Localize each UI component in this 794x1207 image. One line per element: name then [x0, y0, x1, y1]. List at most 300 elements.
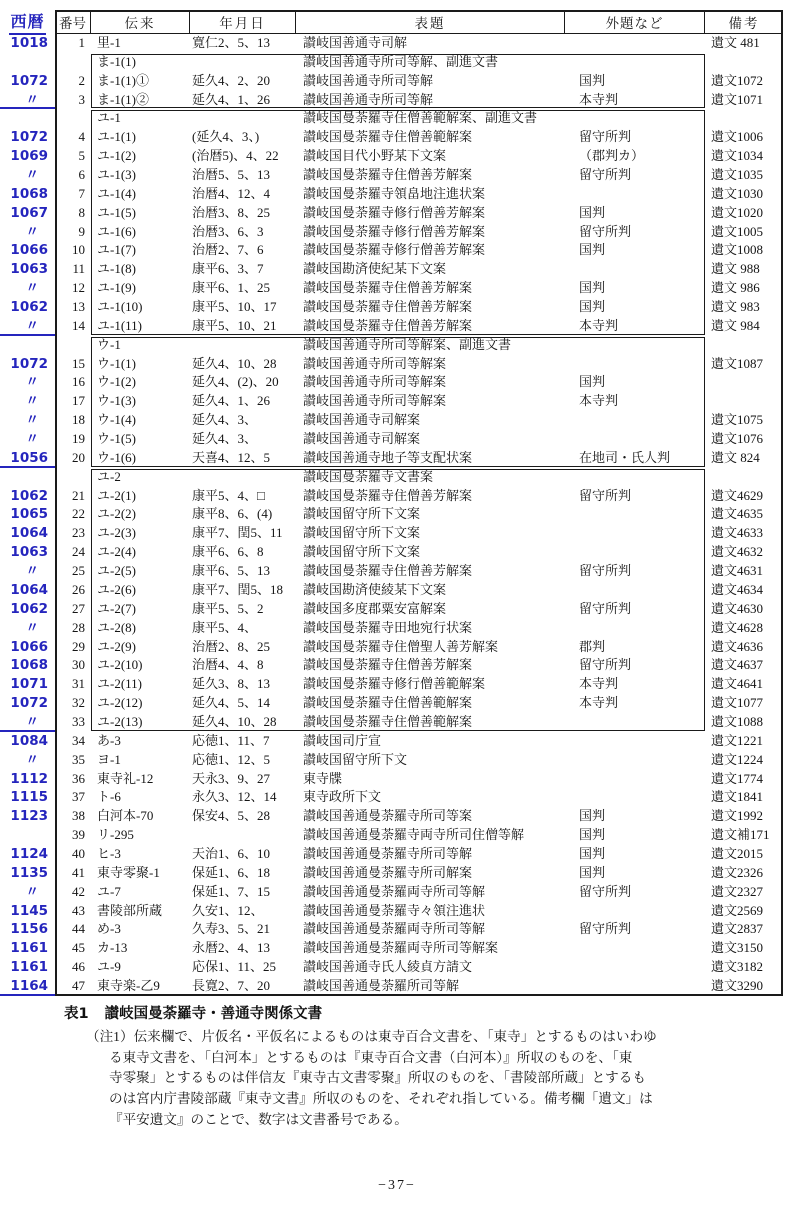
cell-year: 1161 [10, 959, 48, 976]
column-header-title: 表題 [296, 10, 565, 33]
cell-year: 1161 [10, 940, 48, 957]
column-header-number: 番号 [55, 10, 91, 33]
cell-gedai [565, 543, 705, 562]
table-row [0, 826, 794, 845]
cell-biko: 遺文1030 [711, 185, 764, 201]
table-row [0, 430, 794, 449]
table-row [0, 581, 794, 600]
table-row [0, 392, 794, 411]
cell-title: 讃岐国留守所下文 [303, 751, 408, 767]
cell-biko: 遺文1035 [711, 167, 764, 183]
table-row [0, 449, 794, 468]
cell-title: 讃岐国多度郡粟安富解案 [303, 600, 447, 616]
cell-date: 治暦3、6、3 [192, 223, 264, 239]
table-row [0, 241, 794, 260]
cell-biko: 遺文1005 [711, 223, 764, 239]
cell-year: 1066 [10, 242, 48, 259]
cell-date: 延久4、(2)、20 [192, 374, 279, 390]
cell-year: 1072 [10, 72, 48, 89]
cell-title: 讃岐国善通曼荼羅寺両寺所司住僧等解 [303, 827, 525, 843]
cell-denrai: 東寺楽-乙9 [97, 977, 160, 993]
column-header-biko: 備考 [728, 15, 760, 31]
cell-title: 讃岐国曼荼羅寺田地宛行状案 [303, 619, 473, 635]
cell-date: 延久4、5、14 [192, 695, 271, 711]
cell-title: 讃岐国曼荼羅寺住僧善芳解案 [303, 167, 473, 183]
cell-denrai: ユ-1(5) [97, 204, 136, 220]
cell-gedai: 本寺判 [579, 676, 619, 692]
cell-title: 讃岐国善通寺所司等解 [303, 72, 434, 88]
cell-year: 1124 [10, 845, 48, 862]
cell-denrai: ユ-2 [97, 468, 121, 484]
cell-title: 讃岐国善通曼荼羅両寺所司等解案 [303, 940, 499, 956]
cell-biko: 遺文1992 [711, 808, 764, 824]
cell-biko: 遺文4631 [711, 563, 764, 579]
cell-date: 延久3、8、13 [192, 676, 271, 692]
cell-no: 13 [72, 299, 85, 315]
cell-biko: 遺文 984 [711, 317, 760, 333]
cell-biko: 遺文2327 [711, 883, 764, 899]
cell-no [55, 336, 91, 355]
cell-biko: 遺文1075 [711, 412, 764, 428]
cell-biko: 遺文 824 [711, 449, 760, 465]
cell-denrai: ユ-2(6) [97, 581, 136, 597]
table-row [0, 638, 794, 657]
table-row [0, 223, 794, 242]
table-row [0, 260, 794, 279]
cell-year: 1156 [10, 921, 48, 938]
cell-gedai: 留守所判 [579, 883, 632, 899]
cell-no: 9 [78, 223, 85, 239]
cell-year: 〃 [25, 393, 39, 410]
cell-title: 讃岐国善通寺所司等解 [303, 91, 434, 107]
cell-no: 5 [78, 148, 85, 164]
footnote-line: （注1）伝来欄で、片仮名・平仮名によるものは東寺百合文書を、「東寺」とするものはいわゆ [86, 1029, 657, 1044]
cell-year: 1064 [10, 525, 48, 542]
cell-gedai: 本寺判 [579, 317, 619, 333]
cell-gedai: 本寺判 [579, 695, 619, 711]
cell-date: 保延1、6、18 [192, 864, 271, 880]
cell-denrai: ユ-1(6) [97, 223, 136, 239]
cell-year: 1112 [10, 770, 48, 787]
cell-date: 康平7、閏5、11 [192, 525, 283, 541]
cell-denrai: ユ-2(10) [97, 657, 143, 673]
cell-biko: 遺文1020 [711, 204, 764, 220]
cell-biko: 遺文4633 [711, 525, 764, 541]
cell-denrai: ユ-1(11) [97, 317, 143, 333]
cell-biko: 遺文4641 [711, 676, 764, 692]
cell-title: 讃岐国善通曼荼羅両寺所司等解 [303, 921, 486, 937]
cell-biko: 遺文補171 [711, 827, 770, 843]
cell-denrai: カ-13 [97, 940, 128, 956]
cell-year: 1068 [10, 185, 48, 202]
cell-no: 27 [72, 600, 85, 616]
cell-gedai [565, 958, 705, 977]
cell-gedai: （郡判カ） [579, 148, 645, 164]
table-row [0, 543, 794, 562]
table-row [0, 524, 794, 543]
cell-no: 23 [72, 525, 85, 541]
table-row [0, 317, 794, 336]
cell-biko: 遺文 983 [711, 299, 760, 315]
cell-no: 15 [72, 355, 85, 371]
cell-no: 41 [72, 864, 85, 880]
cell-biko: 遺文1008 [711, 242, 764, 258]
cell-date: 長寛2、7、20 [192, 977, 271, 993]
cell-denrai: ユ-2(4) [97, 544, 136, 560]
cell-denrai: 里-1 [97, 35, 121, 50]
cell-date: 康平6、5、13 [192, 563, 271, 579]
cell-title: 讃岐国善通寺司解案 [303, 412, 421, 428]
cell-denrai: ウ-1(3) [97, 393, 136, 409]
cell-title: 讃岐国曼荼羅寺住僧善範解案、副進文書 [303, 110, 538, 126]
cell-biko [705, 373, 782, 392]
table-row [0, 336, 794, 355]
cell-gedai [565, 713, 705, 732]
cell-no: 11 [72, 261, 85, 277]
table-row [0, 883, 794, 902]
cell-denrai: ユ-2(12) [97, 695, 143, 711]
cell-title: 讃岐国善通寺所司等解案、副進文書 [303, 336, 512, 352]
cell-date: 延久4、3、 [192, 412, 258, 428]
table-row [0, 505, 794, 524]
cell-biko: 遺文2837 [711, 921, 764, 937]
cell-gedai: 留守所判 [579, 487, 632, 503]
table-row [0, 694, 794, 713]
cell-no: 40 [72, 845, 85, 861]
cell-date: 延久4、1、26 [192, 393, 271, 409]
cell-gedai: 留守所判 [579, 223, 632, 239]
cell-date [190, 336, 296, 355]
cell-gedai [565, 53, 705, 72]
cell-date: 保安4、5、28 [192, 808, 271, 824]
cell-title: 東寺政所下文 [303, 789, 382, 805]
cell-gedai [565, 336, 705, 355]
cell-denrai: ユ-1(1) [97, 129, 136, 145]
cell-denrai: ユ-2(7) [97, 600, 136, 616]
cell-gedai: 国判 [579, 242, 606, 258]
cell-denrai: ま-1(1)② [97, 91, 149, 107]
cell-year: 〃 [25, 883, 39, 900]
cell-gedai [565, 411, 705, 430]
cell-no: 46 [72, 959, 85, 975]
table-row [0, 279, 794, 298]
cell-biko: 遺文1034 [711, 148, 764, 164]
cell-biko [705, 109, 782, 128]
cell-denrai: ユ-1(7) [97, 242, 136, 258]
cell-denrai: ユ-2(1) [97, 487, 136, 503]
cell-gedai: 留守所判 [579, 167, 632, 183]
table-row [0, 562, 794, 581]
cell-title: 讃岐国目代小野某下文案 [303, 148, 447, 164]
cell-gedai: 国判 [579, 204, 606, 220]
table-row [0, 109, 794, 128]
cell-no: 39 [72, 827, 85, 843]
cell-year: 1115 [10, 789, 48, 806]
cell-biko: 遺文3182 [711, 959, 764, 975]
cell-biko: 遺文4630 [711, 600, 764, 616]
cell-no: 32 [72, 695, 85, 711]
cell-gedai [565, 260, 705, 279]
cell-no: 12 [72, 280, 85, 296]
cell-biko [705, 392, 782, 411]
cell-year: 1164 [10, 977, 48, 994]
cell-gedai: 本寺判 [579, 91, 619, 107]
footnote-line: る東寺文書を、「白河本」とするものは『東寺百合文書（白河本）』所収のものを、「東 [109, 1049, 633, 1065]
cell-no: 28 [72, 619, 85, 635]
cell-year: 1062 [10, 600, 48, 617]
cell-no: 47 [72, 977, 85, 993]
cell-no: 42 [72, 883, 85, 899]
table-row [0, 788, 794, 807]
cell-no: 16 [72, 374, 85, 390]
cell-gedai [565, 788, 705, 807]
cell-year: 〃 [25, 751, 39, 768]
cell-denrai: ウ-1 [97, 336, 121, 352]
cell-denrai: 書陵部所蔵 [97, 902, 163, 918]
cell-title: 讃岐国善通寺所司等解案 [303, 374, 447, 390]
cell-denrai: ヒ-3 [97, 845, 121, 861]
cell-denrai: ト-6 [97, 789, 121, 805]
cell-date: 久寿3、5、21 [192, 921, 271, 937]
cell-denrai: ウ-1(6) [97, 449, 136, 465]
cell-title: 讃岐国善通曼荼羅寺所司解案 [303, 864, 473, 880]
cell-date: 治暦2、7、6 [192, 242, 264, 258]
cell-gedai: 留守所判 [579, 563, 632, 579]
cell-year: 〃 [25, 374, 39, 391]
column-header-denrai: 伝来 [91, 10, 190, 33]
cell-gedai [565, 430, 705, 449]
footnote-line: 寺零聚」とするものは伴信友『東寺古文書零聚』所収のものを、「書陵部所蔵」とするも [109, 1070, 646, 1086]
cell-denrai: ウ-1(5) [97, 431, 136, 447]
cell-date: 応保1、11、25 [192, 959, 277, 975]
table-row [0, 807, 794, 826]
cell-title: 讃岐国曼荼羅寺修行僧善芳解案 [303, 204, 486, 220]
cell-gedai [565, 355, 705, 374]
cell-date: 康平5、4、 [192, 619, 258, 635]
table-row [0, 411, 794, 430]
table-row [0, 468, 794, 487]
cell-title: 讃岐国善通曼荼羅寺所司等案 [303, 808, 473, 824]
cell-date: 寛仁2、5、13 [192, 35, 271, 50]
table-row [0, 619, 794, 638]
cell-gedai [565, 34, 705, 53]
cell-biko: 遺文1841 [711, 789, 764, 805]
cell-denrai: ユ-2(2) [97, 506, 136, 522]
cell-date: (延久4、3、) [192, 129, 260, 145]
cell-gedai [565, 902, 705, 921]
cell-date: 康平5、4、□ [192, 487, 265, 503]
cell-title: 讃岐国曼荼羅寺修行僧善芳解案 [303, 242, 486, 258]
caption-title: 讃岐国曼荼羅寺・善通寺関係文書 [104, 1006, 323, 1022]
cell-denrai: ユ-2(13) [97, 713, 143, 729]
cell-no: 44 [72, 921, 85, 937]
cell-no: 1 [78, 35, 85, 50]
cell-denrai: ウ-1(4) [97, 412, 136, 428]
cell-gedai [565, 505, 705, 524]
table-row [0, 675, 794, 694]
cell-title: 讃岐国留守所下文案 [303, 544, 421, 560]
cell-date: 康平6、6、8 [192, 544, 264, 560]
cell-gedai: 国判 [579, 845, 606, 861]
cell-no: 18 [72, 412, 85, 428]
cell-biko [705, 468, 782, 487]
cell-no [55, 53, 91, 72]
cell-year: 〃 [25, 412, 39, 429]
cell-year: 1063 [10, 544, 48, 561]
cell-denrai: ウ-1(2) [97, 374, 136, 390]
cell-title: 讃岐国善通寺所司等解案 [303, 393, 447, 409]
cell-denrai: ユ-1(8) [97, 261, 136, 277]
cell-gedai: 在地司・氏人判 [579, 449, 671, 465]
cell-denrai: ま-1(1) [97, 53, 136, 69]
cell-year: 1065 [10, 506, 48, 523]
cell-gedai [565, 732, 705, 751]
cell-gedai [565, 751, 705, 770]
cell-year: 1069 [10, 148, 48, 165]
cell-gedai: 郡判 [579, 638, 606, 654]
cell-year: 1056 [10, 449, 48, 466]
cell-gedai: 留守所判 [579, 921, 632, 937]
cell-date: 治暦5、5、13 [192, 167, 271, 183]
table-row [0, 53, 794, 72]
cell-denrai: 東寺礼-12 [97, 770, 154, 786]
cell-gedai: 国判 [579, 864, 606, 880]
table-row [0, 751, 794, 770]
cell-date: 延久4、3、 [192, 431, 258, 447]
cell-date: 治暦2、8、25 [192, 638, 271, 654]
cell-biko: 遺文1224 [711, 751, 764, 767]
cell-year: 1063 [10, 261, 48, 278]
table-row [0, 713, 794, 732]
table-row [0, 34, 794, 53]
cell-year: 1018 [10, 35, 48, 51]
cell-gedai: 本寺判 [579, 393, 619, 409]
cell-title: 讃岐国曼荼羅寺住僧善範解案 [303, 695, 473, 711]
cell-title: 讃岐国善通寺地子等支配状案 [303, 449, 473, 465]
cell-denrai: ユ-1(4) [97, 185, 136, 201]
cell-denrai: ユ-1(2) [97, 148, 136, 164]
cell-biko: 遺文4628 [711, 619, 764, 635]
cell-no: 20 [72, 449, 85, 465]
cell-date: 康平7、閏5、18 [192, 581, 284, 597]
cell-no: 31 [72, 676, 85, 692]
cell-denrai: め-3 [97, 921, 121, 937]
cell-title: 東寺牒 [303, 770, 343, 786]
cell-gedai: 留守所判 [579, 600, 632, 616]
table-row [0, 958, 794, 977]
cell-year: 1064 [10, 581, 48, 598]
cell-date: 延久4、10、28 [192, 713, 277, 729]
cell-biko: 遺文3150 [711, 940, 764, 956]
table-row [0, 487, 794, 506]
table-row [0, 204, 794, 223]
cell-biko: 遺文2015 [711, 845, 764, 861]
cell-date [190, 53, 296, 72]
table-row [0, 298, 794, 317]
cell-no: 8 [78, 204, 85, 220]
cell-year: 〃 [25, 280, 39, 297]
cell-title: 讃岐国曼荼羅寺住僧善芳解案 [303, 317, 473, 333]
table-row [0, 147, 794, 166]
table-header-row [55, 10, 783, 34]
table-row [0, 185, 794, 204]
cell-gedai [565, 770, 705, 789]
cell-year: 1084 [10, 732, 48, 749]
seireki-column-header [0, 10, 55, 34]
cell-no: 33 [72, 713, 85, 729]
cell-gedai [565, 581, 705, 600]
cell-gedai [565, 977, 705, 996]
cell-biko: 遺文 988 [711, 261, 760, 277]
cell-date: 天永3、9、27 [192, 770, 271, 786]
cell-title: 讃岐国曼荼羅寺住僧善芳解案 [303, 563, 473, 579]
cell-date: 康平5、10、17 [192, 299, 277, 315]
cell-year [0, 336, 55, 355]
cell-date [190, 826, 296, 845]
cell-date: 康平8、6、(4) [192, 506, 273, 522]
cell-denrai: ユ-2(8) [97, 619, 136, 635]
cell-date: 治暦4、4、8 [192, 657, 264, 673]
cell-no: 24 [72, 544, 85, 560]
cell-title: 讃岐国曼荼羅寺文書案 [303, 468, 434, 484]
cell-denrai: ユ-1(10) [97, 299, 143, 315]
cell-title: 讃岐国曼荼羅寺住僧善芳解案 [303, 299, 473, 315]
cell-date: 治暦3、8、25 [192, 204, 271, 220]
cell-biko: 遺文4634 [711, 581, 764, 597]
cell-no [55, 468, 91, 487]
cell-date: 永暦2、4、13 [192, 940, 271, 956]
cell-biko: 遺文1088 [711, 713, 764, 729]
cell-gedai [565, 468, 705, 487]
table-body [0, 34, 794, 996]
cell-date: 康平5、10、21 [192, 317, 277, 333]
cell-gedai [565, 109, 705, 128]
cell-biko: 遺文1774 [711, 770, 764, 786]
table-row [0, 864, 794, 883]
table-row [0, 977, 794, 996]
cell-biko: 遺文1087 [711, 355, 764, 371]
cell-title: 讃岐国曼荼羅寺住僧善範解案 [303, 129, 473, 145]
table-row [0, 920, 794, 939]
cell-title: 讃岐国善通寺所司等解案 [303, 355, 447, 371]
cell-biko: 遺文2326 [711, 864, 764, 880]
cell-no: 7 [78, 185, 85, 201]
cell-no: 34 [72, 732, 85, 748]
cell-title: 讃岐国留守所下文案 [303, 506, 421, 522]
cell-gedai: 国判 [579, 280, 606, 296]
cell-year: 〃 [25, 431, 39, 448]
cell-biko: 遺文 986 [711, 280, 760, 296]
cell-no: 30 [72, 657, 85, 673]
cell-no: 45 [72, 940, 85, 956]
cell-year: 1072 [10, 129, 48, 146]
cell-no: 35 [72, 751, 85, 767]
cell-biko: 遺文 481 [711, 35, 760, 50]
cell-no: 37 [72, 789, 85, 805]
cell-denrai: ま-1(1)① [97, 72, 149, 88]
cell-date: 久安1、12、 [192, 902, 264, 918]
cell-denrai: ユ-9 [97, 959, 121, 975]
cell-gedai: 国判 [579, 808, 606, 824]
cell-year [0, 53, 55, 72]
cell-biko: 遺文1072 [711, 72, 764, 88]
table-row [0, 355, 794, 374]
cell-title: 讃岐国留守所下文案 [303, 525, 421, 541]
cell-gedai: 留守所判 [579, 129, 632, 145]
cell-no: 38 [72, 808, 85, 824]
cell-biko [705, 336, 782, 355]
cell-date: 永久3、12、14 [192, 789, 277, 805]
